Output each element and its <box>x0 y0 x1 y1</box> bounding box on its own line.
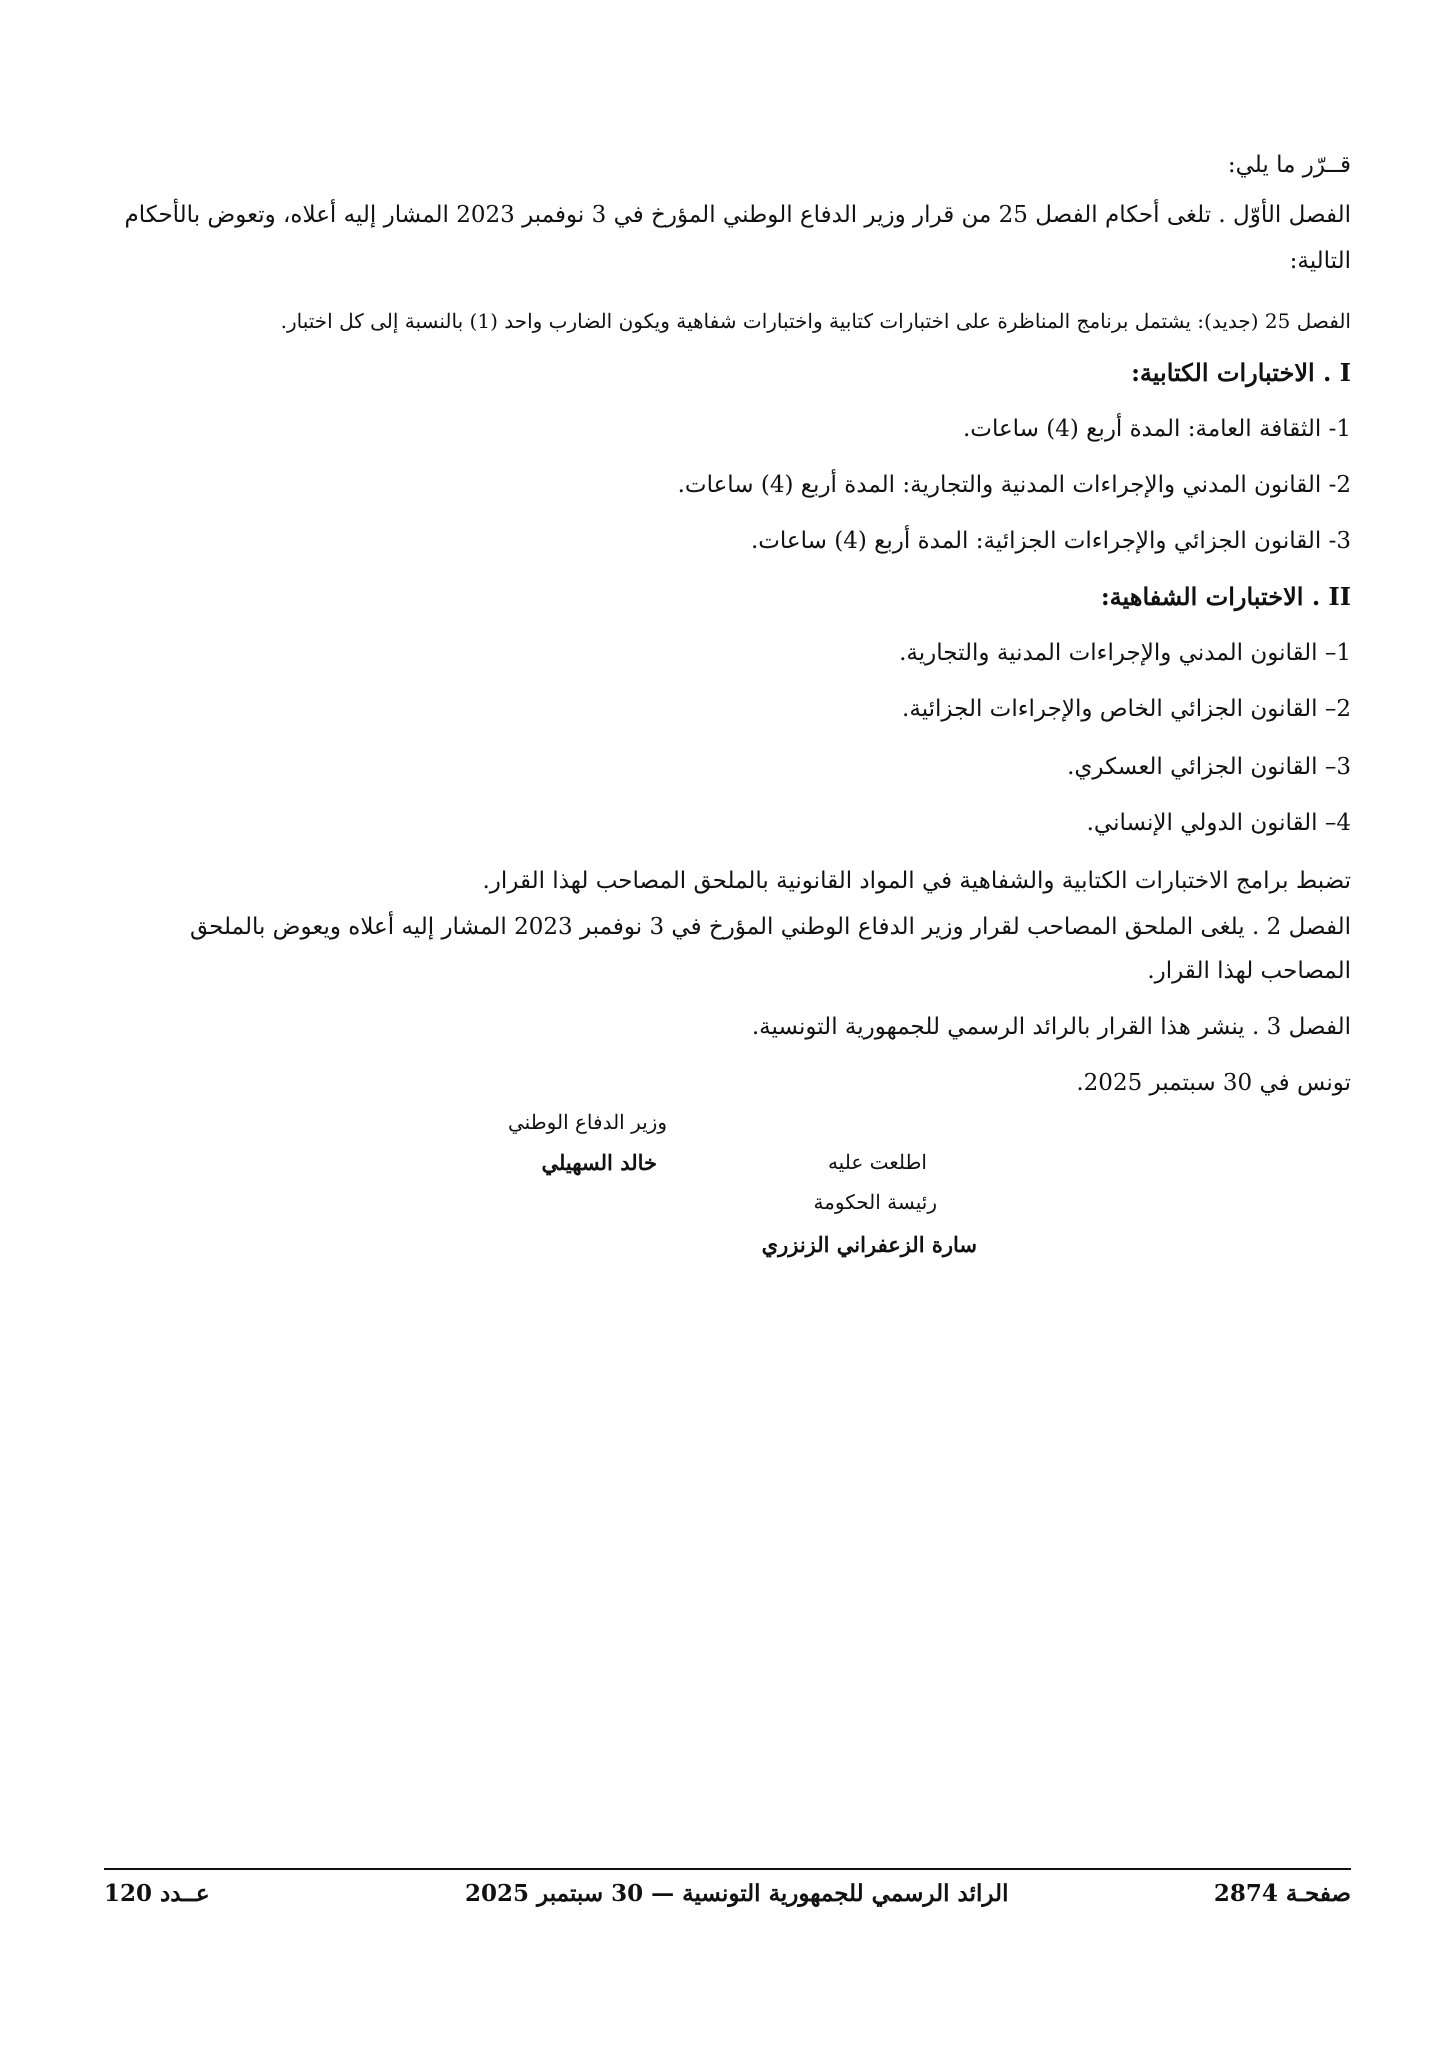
article-1-line-2: التالية: <box>1289 248 1351 274</box>
date-place: تونس في 30 سبتمبر 2025. <box>1076 1070 1351 1096</box>
article-2-line-1: الفصل 2 . يلغى الملحق المصاحب لقرار وزير الدفاع الوطني المؤرخ في 3 نوفمبر 2023 المشار إليه أعلاه ويعوض بالملحق <box>190 914 1351 940</box>
footer-page-number: صفحـة 2874 <box>1213 1880 1351 1907</box>
footer-divider <box>104 1868 1351 1870</box>
pm-title: رئيسة الحكومة <box>813 1190 937 1214</box>
written-item-1: 1- الثقافة العامة: المدة أربع (4) ساعات. <box>962 416 1351 442</box>
written-item-3: 3- القانون الجزائي والإجراءات الجزائية: المدة أربع (4) ساعات. <box>750 528 1351 554</box>
article-1-line-1: الفصل الأوّل . تلغى أحكام الفصل 25 من قرار وزير الدفاع الوطني المؤرخ في 3 نوفمبر 2023 المشار إليه أعلاه، وتعوض بالأحكام <box>124 202 1351 228</box>
decree-intro: قــرّر ما يلي: <box>1227 152 1351 178</box>
programs-note: تضبط برامج الاختبارات الكتابية والشفاهية في المواد القانونية بالملحق المصاحب لهذا القرار. <box>482 868 1351 894</box>
article-25-new: الفصل 25 (جديد): يشتمل برنامج المناظرة على اختبارات كتابية واختبارات شفاهية ويكون الضارب واحد (1) بالنسبة إلى كل اختبار. <box>280 309 1351 333</box>
oral-item-2: 2– القانون الجزائي الخاص والإجراءات الجزائية. <box>902 696 1351 722</box>
written-item-2: 2- القانون المدني والإجراءات المدنية والتجارية: المدة أربع (4) ساعات. <box>677 472 1351 498</box>
oral-item-4: 4– القانون الدولي الإنساني. <box>1086 810 1351 836</box>
seen-label: اطلعت عليه <box>827 1150 927 1174</box>
pm-name: سارة الزعفراني الزنزري <box>761 1232 977 1257</box>
article-2-line-2: المصاحب لهذا القرار. <box>1147 958 1351 984</box>
minister-title: وزير الدفاع الوطني <box>508 1110 667 1134</box>
footer-issue-number: عــدد 120 <box>104 1880 210 1907</box>
oral-item-1: 1– القانون المدني والإجراءات المدنية والتجارية. <box>899 640 1351 666</box>
written-exams-heading: I . الاختبارات الكتابية: <box>1131 358 1351 387</box>
minister-name: خالد السهيلي <box>541 1150 657 1175</box>
article-3: الفصل 3 . ينشر هذا القرار بالرائد الرسمي للجمهورية التونسية. <box>751 1014 1351 1040</box>
footer-journal-title: الرائد الرسمي للجمهورية التونسية — 30 سبتمبر 2025 <box>465 1880 1009 1907</box>
oral-exams-heading: II . الاختبارات الشفاهية: <box>1100 582 1351 611</box>
oral-item-3: 3– القانون الجزائي العسكري. <box>1067 754 1351 780</box>
